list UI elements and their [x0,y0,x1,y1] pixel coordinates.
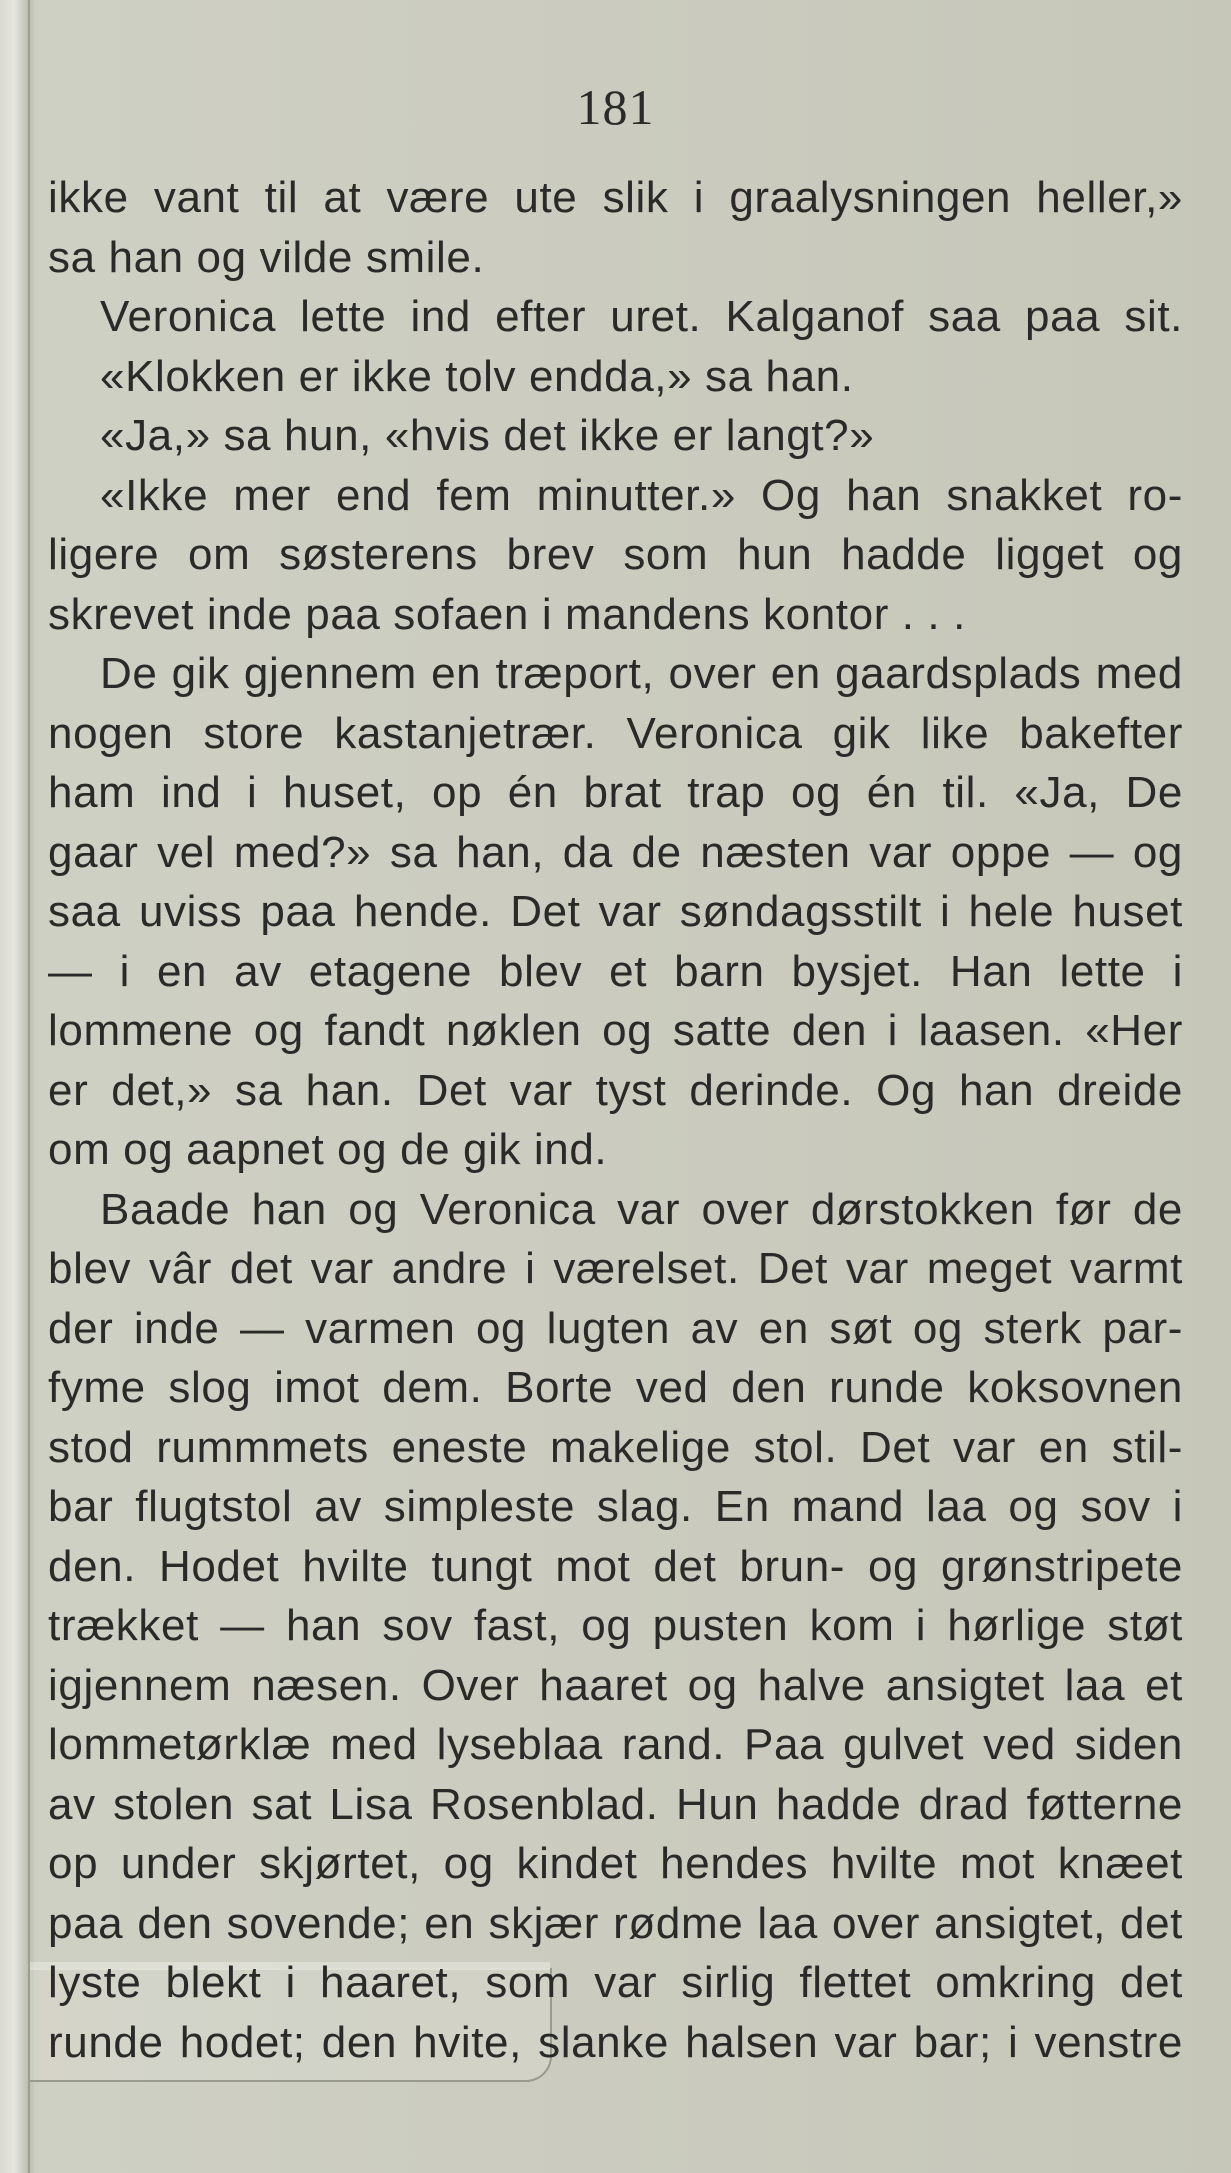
text-line: paa den sovende; en skjær rødme laa over ansigtet, det [48,1898,1183,1948]
text-line: den. Hodet hvilte tungt mot det brun- og grønstripete [48,1541,1183,1591]
text-line: stod rummmets eneste makelige stol. Det var en stil- [48,1422,1183,1472]
text-line: fyme slog imot dem. Borte ved den runde koksovnen [48,1363,1183,1412]
text-line: om og aapnet og de gik ind. [48,1125,608,1174]
text-line: er det,» sa han. Det var tyst derinde. Og han dreide [48,1065,1183,1115]
text-line: lommetørklæ med lyseblaa rand. Paa gulvet ved siden [48,1720,1183,1769]
text-line: Veronica lette ind efter uret. Kalganof saa paa sit. [100,292,1183,341]
text-line: ikke vant til at være ute slik i graalysningen heller,» [48,173,1183,222]
text-line: av stolen sat Lisa Rosenblad. Hun hadde drad føtterne [48,1779,1183,1829]
text-line: lommene og fandt nøklen og satte den i laasen. «Her [48,1006,1183,1055]
page-number: 181 [576,79,655,135]
page-text [48,168,1183,2072]
text-line: Baade han og Veronica var over dørstokken før de [100,1184,1183,1234]
text-line: lyste blekt i haaret, som var sirlig flettet omkring det [48,1958,1183,2007]
text-line: sa han og vilde smile. [48,232,485,282]
text-line: op under skjørtet, og kindet hendes hvilte mot knæet [48,1839,1183,1888]
text-line: der inde — varmen og lugten av en søt og sterk par- [48,1303,1183,1353]
text-line: gaar vel med?» sa han, da de næsten var oppe — og [48,827,1183,877]
text-line: ligere om søsterens brev som hun hadde ligget og [48,530,1183,579]
text-line: «Ikke mer end fem minutter.» Og han snakket ro- [100,470,1183,520]
text-line: «Klokken er ikke tolv endda,» sa han. [100,351,854,401]
binding-edge [28,0,30,2173]
text-line: saa uviss paa hende. Det var søndagsstilt i hele huset [48,887,1183,936]
text-line: runde hodet; den hvite, slanke halsen var bar; i venstre [48,2017,1183,2067]
text-line: bar flugtstol av simpleste slag. En mand laa og sov i [48,1482,1183,1531]
text-line: nogen store kastanjetrær. Veronica gik like bakefter [48,708,1183,758]
text-line: — i en av etagene blev et barn bysjet. Han lette i [48,946,1183,996]
text-line: De gik gjennem en træport, over en gaardsplads med [100,649,1183,698]
text-line: igjennem næsen. Over haaret og halve ansigtet laa et [48,1660,1183,1710]
text-line: blev vâr det var andre i værelset. Det var meget varmt [48,1244,1183,1293]
text-line: skrevet inde paa sofaen i mandens kontor . . . [48,589,966,639]
text-line: «Ja,» sa hun, «hvis det ikke er langt?» [100,411,875,460]
text-line: trækket — han sov fast, og pusten kom i hørlige støt [48,1601,1183,1650]
text-line: ham ind i huset, op én brat trap og én til. «Ja, De [48,768,1183,817]
